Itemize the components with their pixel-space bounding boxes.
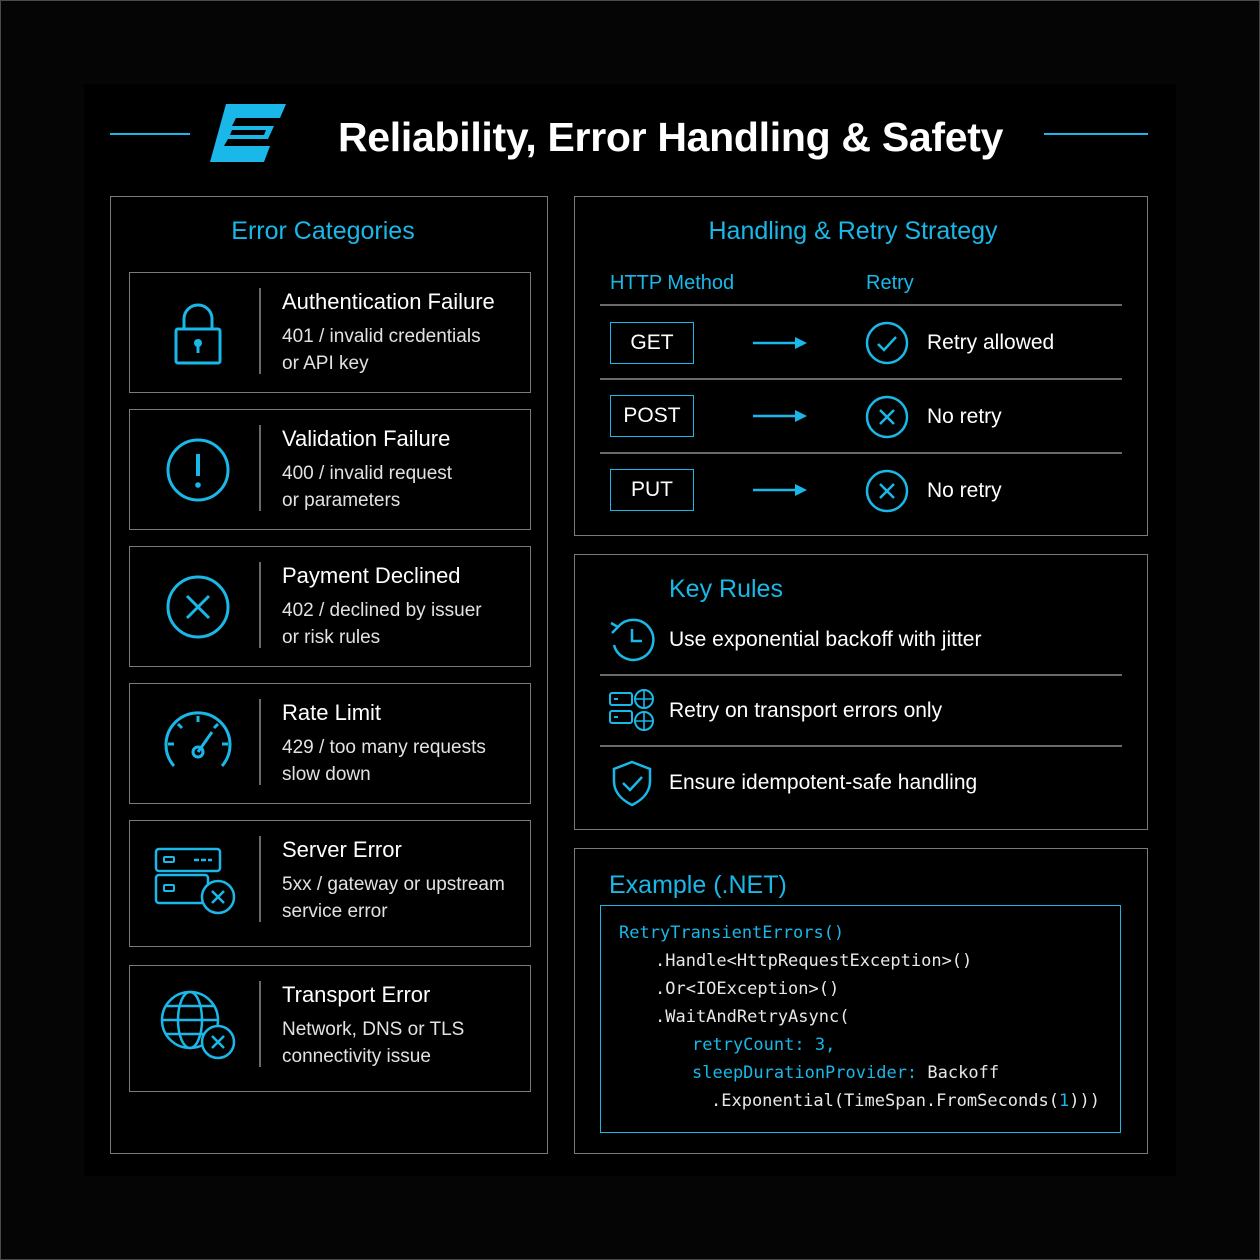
example-panel: [574, 848, 1148, 1154]
error-name: Validation Failure: [282, 426, 451, 451]
error-description: [282, 323, 481, 377]
exclamation-circle-icon: [160, 432, 236, 508]
error-desc-line1: 429 / too many requests: [282, 737, 486, 758]
error-name: Transport Error: [282, 982, 431, 1007]
method-badge: GET: [610, 322, 694, 364]
retry-strategy-title: Handling & Retry Strategy: [708, 217, 998, 245]
arrow-right-icon: [753, 483, 809, 497]
error-desc-line2: slow down: [282, 764, 371, 785]
network-servers-icon: [608, 687, 656, 735]
code-param-value: 3,: [804, 1035, 836, 1055]
header-rule-right: [1044, 133, 1148, 135]
method-badge: PUT: [610, 469, 694, 511]
code-line: .WaitAndRetryAsync(: [655, 1007, 850, 1027]
error-description: [282, 460, 452, 514]
x-circle-icon: [864, 394, 910, 440]
error-name: Server Error: [282, 837, 402, 862]
arrow-right-icon: [753, 409, 809, 423]
rule-text: Retry on transport errors only: [669, 699, 943, 722]
arrow-right-icon: [753, 336, 809, 350]
code-line: [692, 1063, 999, 1083]
key-rules-title: Key Rules: [669, 575, 783, 603]
code-close: ))): [1069, 1091, 1100, 1111]
stylized-e-logo-icon: [210, 102, 286, 164]
code-line: .Or<IOException>(): [655, 979, 840, 999]
card-divider: [259, 425, 261, 511]
table-divider: [600, 378, 1122, 380]
error-desc-line2: or parameters: [282, 490, 401, 511]
shield-check-icon: [608, 759, 656, 807]
error-description: [282, 1016, 464, 1070]
error-name: Authentication Failure: [282, 289, 495, 314]
error-categories-title: Error Categories: [231, 217, 415, 245]
rules-divider: [600, 674, 1122, 676]
code-line: [692, 1035, 835, 1055]
code-param-name: retryCount:: [692, 1035, 805, 1055]
key-rules-panel: [574, 554, 1148, 830]
card-divider: [259, 836, 261, 922]
error-card-authentication: [129, 272, 531, 393]
page-title: Reliability, Error Handling & Safety: [338, 114, 1004, 160]
error-categories-panel: [110, 196, 548, 1154]
code-call: .Exponential(TimeSpan.FromSeconds(: [711, 1091, 1059, 1111]
error-desc-line1: 401 / invalid credentials: [282, 326, 481, 347]
error-desc-line2: connectivity issue: [282, 1046, 431, 1067]
card-divider: [259, 562, 261, 648]
error-desc-line1: 400 / invalid request: [282, 463, 453, 484]
x-circle-icon: [160, 569, 236, 645]
retry-status: No retry: [927, 405, 1002, 428]
table-divider: [600, 304, 1122, 306]
retry-status: No retry: [927, 479, 1002, 502]
globe-error-icon: [158, 988, 242, 1064]
code-line: .Handle<HttpRequestException>(): [655, 951, 973, 971]
error-card-server-error: [129, 820, 531, 947]
rules-divider: [600, 745, 1122, 747]
card-divider: [259, 288, 261, 374]
error-card-rate-limit: [129, 683, 531, 804]
lock-icon: [160, 295, 236, 371]
error-description: [282, 734, 486, 788]
example-title: Example (.NET): [609, 871, 787, 899]
card-divider: [259, 699, 261, 785]
x-circle-icon: [864, 468, 910, 514]
column-header-method: HTTP Method: [610, 272, 735, 294]
error-card-validation: [129, 409, 531, 530]
code-block: [600, 905, 1121, 1133]
error-desc-line1: 5xx / gateway or upstream: [282, 874, 505, 895]
code-param-name: sleepDurationProvider:: [692, 1063, 918, 1083]
error-desc-line2: or API key: [282, 353, 369, 374]
header-rule-left: [110, 133, 190, 135]
method-badge: POST: [610, 395, 694, 437]
code-number: 1: [1059, 1091, 1070, 1111]
table-divider: [600, 452, 1122, 454]
error-description: [282, 871, 505, 925]
speedometer-icon: [160, 706, 236, 782]
error-description: [282, 597, 482, 651]
column-header-retry: Retry: [866, 272, 914, 294]
error-desc-line2: service error: [282, 901, 388, 922]
rule-text: Ensure idempotent-safe handling: [669, 771, 978, 794]
error-name: Payment Declined: [282, 563, 461, 588]
error-name: Rate Limit: [282, 700, 382, 725]
error-desc-line1: Network, DNS or TLS: [282, 1019, 465, 1040]
retry-status: Retry allowed: [927, 331, 1055, 354]
error-desc-line1: 402 / declined by issuer: [282, 600, 482, 621]
code-line: [711, 1091, 1100, 1111]
rule-text: Use exponential backoff with jitter: [669, 628, 982, 651]
check-circle-icon: [864, 320, 910, 366]
server-error-icon: [154, 843, 238, 919]
code-param-value: Backoff: [917, 1063, 1000, 1083]
error-desc-line2: or risk rules: [282, 627, 381, 648]
error-card-transport-error: [129, 965, 531, 1092]
error-card-payment-declined: [129, 546, 531, 667]
clock-backoff-icon: [608, 615, 656, 663]
card-divider: [259, 981, 261, 1067]
retry-strategy-panel: [574, 196, 1148, 536]
code-line: RetryTransientErrors(): [619, 923, 845, 943]
